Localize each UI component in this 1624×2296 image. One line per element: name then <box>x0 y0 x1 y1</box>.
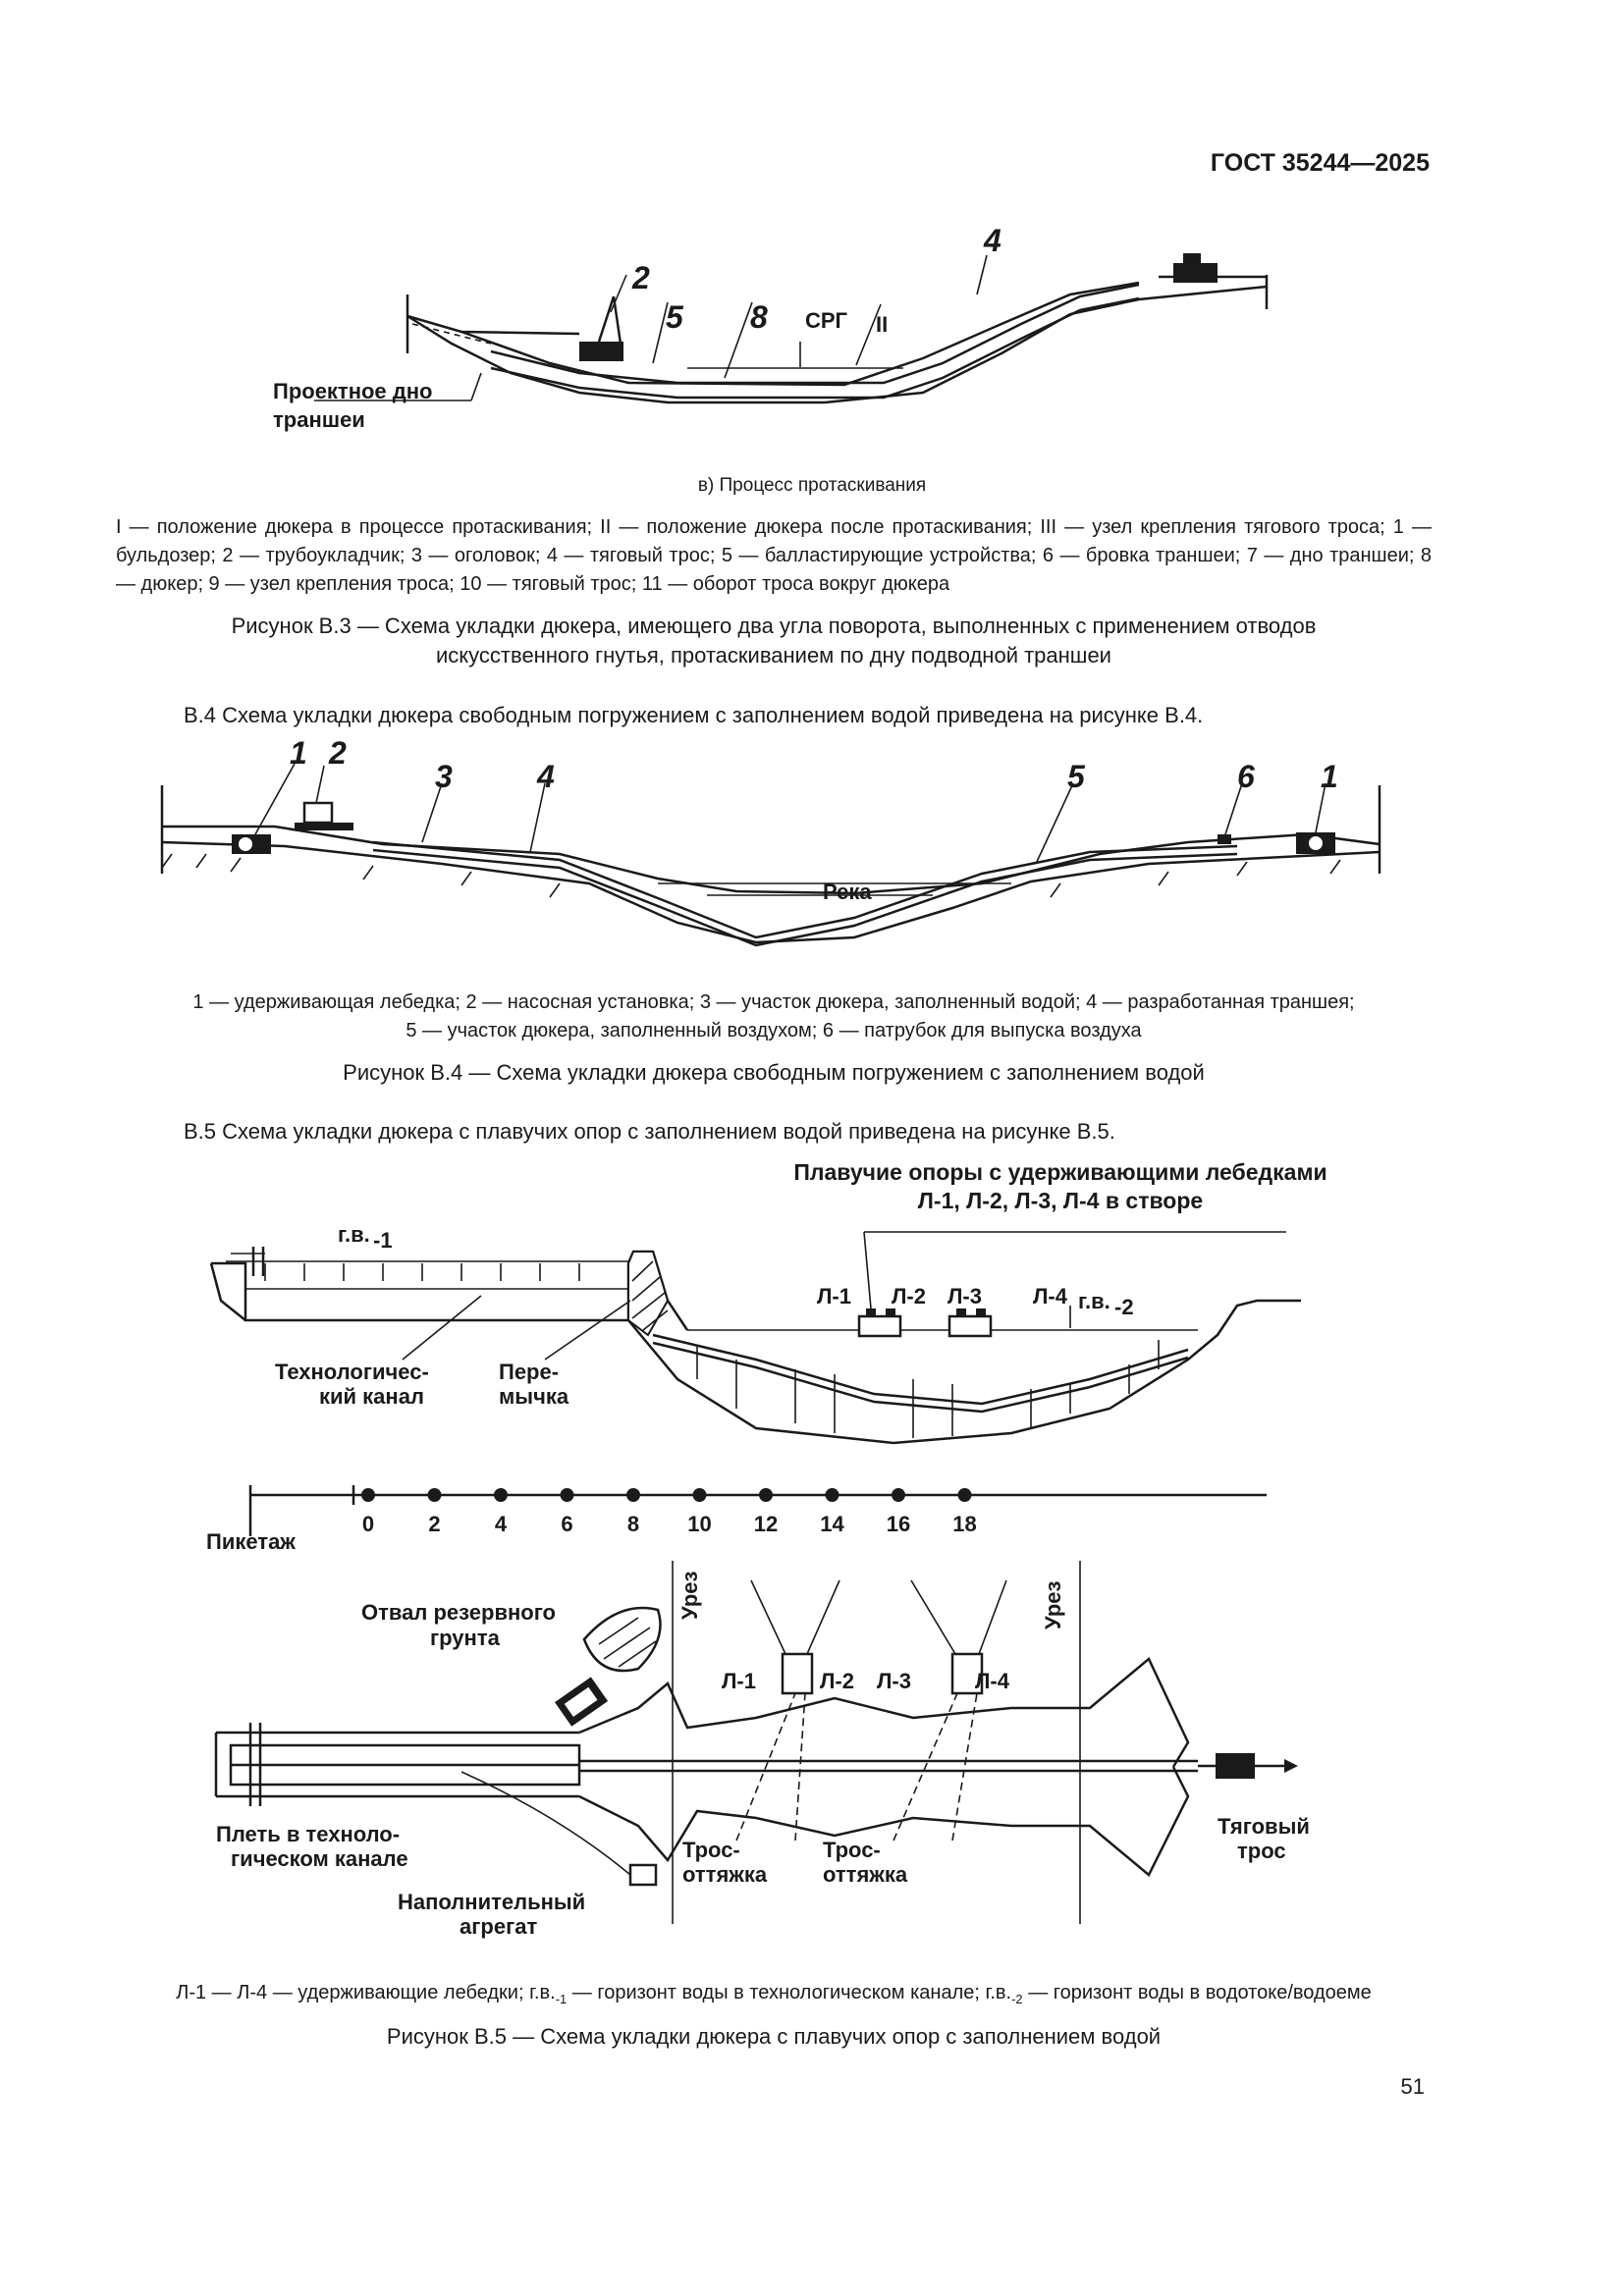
b4-legend-line1: 1 — удерживающая лебедка; 2 — насосная установка; 3 — участок дюкера, заполненный водой; 4 — разработанная траншея; <box>192 991 1355 1013</box>
piketage-tick-label: 6 <box>561 1512 573 1536</box>
b5-urez-left: Урез <box>677 1571 702 1620</box>
b5-drawing-title <box>790 1158 1330 1215</box>
b4-label-2: 2 <box>329 735 347 771</box>
piketage-tick-label: 8 <box>626 1512 640 1536</box>
b5-tech-canal-2: кий канал <box>319 1384 424 1409</box>
b4-caption: Рисунок В.4 — Схема укладки дюкера свободным погружением с заполнением водой <box>343 1060 1205 1085</box>
figure-b5-section-drawing <box>206 1222 1365 1468</box>
piketage-dot <box>428 1488 442 1502</box>
figure-b5-plan-drawing <box>206 1561 1365 1953</box>
diuker-pipe <box>491 285 1139 398</box>
b5-l3-section: Л-3 <box>947 1284 982 1308</box>
piketage-tick-label: 16 <box>886 1512 911 1536</box>
b5-guy-1a: Трос- <box>682 1838 740 1862</box>
piketage-dot <box>759 1488 773 1502</box>
b3-design-bottom-line2: траншеи <box>273 407 365 432</box>
b5-dam-2: мычка <box>499 1384 569 1409</box>
piketage-tick-label: 12 <box>753 1512 779 1536</box>
standard-number: ГОСТ 35244—2025 <box>1210 149 1430 177</box>
piketage-dot <box>494 1488 508 1502</box>
b3-label-5: 5 <box>666 299 683 335</box>
b4-air-vent-icon <box>1218 834 1231 844</box>
b5-legend <box>116 1979 1432 2013</box>
b4-label-5: 5 <box>1067 759 1085 794</box>
b5-legend-c: — горизонт воды в водотоке/водоеме <box>1022 1982 1372 2003</box>
b3-legend: I — положение дюкера в процессе протаскивания; II — положение дюкера после протаскивания; III — узел крепления тягового троса; 1 — бульдозер; 2 — трубоукладчик; 3 — оголовок; 4 — тяговый трос; 5 — балластирующие устройства; 6 — бровка траншеи; 7 — дно траншеи; 8 — дюкер; 9 — узел крепления троса; 10 — тяговый трос; 11 — оборот троса вокруг дюкера <box>116 516 1432 595</box>
b5-dump-1: Отвал резервного <box>361 1600 556 1625</box>
b3-label-4: 4 <box>984 223 1001 258</box>
pontoon-l3-l4-icon <box>949 1308 991 1336</box>
piketage-dot <box>958 1488 972 1502</box>
bulldozer-icon <box>1159 253 1267 283</box>
b5-urez-right: Урез <box>1041 1580 1065 1629</box>
b5-legend-b: — горизонт воды в технологическом канале; г.в. <box>567 1982 1012 2003</box>
b5-dump-2: грунта <box>430 1626 500 1650</box>
pontoon-l1-l2-icon <box>859 1308 900 1336</box>
b5-l4-plan: Л-4 <box>975 1669 1009 1693</box>
b5-title-line1: Плавучие опоры с удерживающими лебедками <box>793 1159 1327 1185</box>
b5-pull-2: трос <box>1237 1839 1286 1863</box>
b5-l1-plan: Л-1 <box>722 1669 756 1693</box>
b5-gv1-sub: -1 <box>373 1228 393 1253</box>
b3-caption-line1: Рисунок В.3 — Схема укладки дюкера, имеющего два угла поворота, выполненных с применением отводов <box>231 614 1317 638</box>
b5-string-1: Плеть в техноло- <box>216 1822 401 1846</box>
b5-l2-plan: Л-2 <box>820 1669 854 1693</box>
b5-l2-section: Л-2 <box>892 1284 926 1308</box>
b5-paragraph: В.5 Схема укладки дюкера с плавучих опор с заполнением водой приведена на рисунке В.5. <box>184 1119 1115 1144</box>
piketage-dot <box>626 1488 640 1502</box>
b5-filler-2: агрегат <box>460 1914 538 1939</box>
b5-filler-unit-icon <box>630 1865 656 1885</box>
b5-l4-section: Л-4 <box>1033 1284 1067 1308</box>
piketage-tick-label: 0 <box>361 1512 375 1536</box>
piketage-dot <box>892 1488 905 1502</box>
piketage-dot <box>561 1488 574 1502</box>
figure-b4-drawing <box>147 736 1404 972</box>
b5-gv2-sub: -2 <box>1114 1295 1134 1319</box>
b5-legend-a: Л-1 — Л-4 — удерживающие лебедки; г.в. <box>176 1982 556 2003</box>
b5-guy-2b: оттяжка <box>823 1862 908 1887</box>
b4-label-1-left: 1 <box>290 735 307 771</box>
piketage-tick-label: 10 <box>687 1512 712 1536</box>
b5-string-2: гическом канале <box>231 1846 408 1871</box>
piketage-dot <box>826 1488 839 1502</box>
figure-b3-drawing <box>255 223 1316 442</box>
b5-tech-canal-1: Технологичес- <box>275 1360 429 1384</box>
b5-legend-a-sub: -1 <box>555 1992 568 2006</box>
b5-winch-l1l2-plan-icon <box>783 1654 812 1693</box>
b3-design-bottom-line1: Проектное дно <box>273 379 433 403</box>
b5-gv2: г.в. <box>1078 1289 1110 1313</box>
piketage-tick-label: 2 <box>428 1512 441 1536</box>
b3-subcaption: в) Процесс протаскивания <box>697 475 927 496</box>
b5-guy-1b: Трос- <box>823 1838 881 1862</box>
b5-title-line2: Л-1, Л-2, Л-3, Л-4 в створе <box>917 1188 1204 1213</box>
b5-caption: Рисунок В.5 — Схема укладки дюкера с плавучих опор с заполнением водой <box>386 2024 1162 2049</box>
b5-legend-b-sub: -2 <box>1011 1992 1023 2006</box>
b3-label-2: 2 <box>632 260 650 295</box>
b4-label-1-right: 1 <box>1321 759 1338 794</box>
b4-label-3: 3 <box>435 759 453 794</box>
b3-label-srg: СРГ <box>805 308 848 333</box>
b4-paragraph: В.4 Схема укладки дюкера свободным погружением с заполнением водой приведена на рисунке В.4. <box>184 703 1204 727</box>
b4-legend-line2: 5 — участок дюкера, заполненный воздухом; 6 — патрубок для выпуска воздуха <box>406 1020 1142 1041</box>
b5-gv1: г.в. <box>338 1222 370 1247</box>
piketage-label: Пикетаж <box>206 1529 296 1554</box>
b4-pipe <box>373 842 1237 945</box>
b3-label-8: 8 <box>750 299 768 335</box>
piketage-tick-label: 4 <box>494 1512 508 1536</box>
b5-pull-1: Тяговый <box>1218 1814 1310 1839</box>
b5-guy-2a: оттяжка <box>682 1862 768 1887</box>
b4-label-6: 6 <box>1237 759 1255 794</box>
pipelayer-icon <box>579 296 623 361</box>
b5-l1-section: Л-1 <box>817 1284 851 1308</box>
b4-pump-icon <box>295 803 353 830</box>
piketage-dot <box>361 1488 375 1502</box>
piketage-dot <box>693 1488 707 1502</box>
b4-river-label: Река <box>823 880 872 904</box>
b4-label-4: 4 <box>537 759 555 794</box>
b5-dam-1: Пере- <box>499 1360 560 1384</box>
piketage-scale <box>206 1477 1365 1556</box>
b5-l3-plan: Л-3 <box>877 1669 911 1693</box>
b4-winch-right-icon <box>1296 832 1335 854</box>
b5-filler-1: Наполнительный <box>398 1890 586 1914</box>
piketage-tick-label: 14 <box>820 1512 844 1536</box>
b3-label-roman-2: II <box>876 312 889 337</box>
b3-caption-line2: искусственного гнутья, протаскиванием по дну подводной траншеи <box>436 643 1111 667</box>
piketage-tick-label: 18 <box>952 1512 977 1536</box>
b4-winch-left-icon <box>232 834 271 854</box>
page-number: 51 <box>1400 2074 1425 2099</box>
b5-excavator-icon <box>555 1677 608 1726</box>
